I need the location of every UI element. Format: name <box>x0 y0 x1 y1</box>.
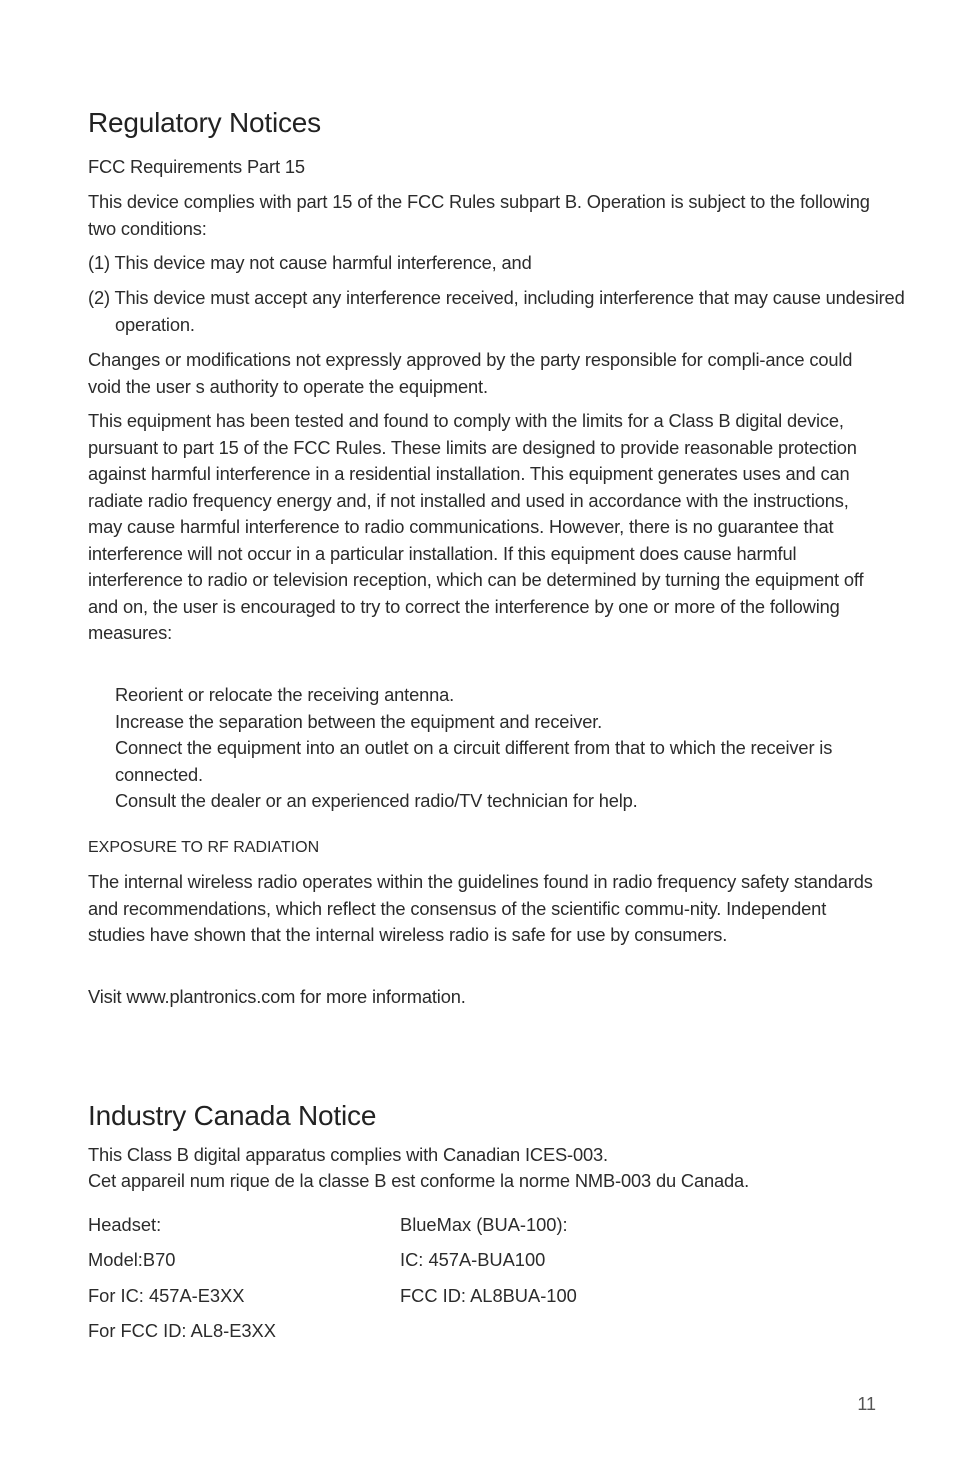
canada-english-line: This Class B digital apparatus complies with Canadian ICES-003. <box>88 1144 608 1165</box>
fcc-heading: FCC Requirements Part 15 <box>88 156 305 177</box>
condition-2: (2) This device must accept any interference received, including interference that may cause undesired operation. <box>88 287 905 335</box>
condition-1: (1) This device may not cause harmful interference, and <box>88 252 532 273</box>
rf-exposure-paragraph: The internal wireless radio operates within the guidelines found in radio frequency safety standards and recommendations, which reflect the consensus of the scientific commu-nity. Independent studies have shown that the internal wireless radio is safe for use by consumers. <box>88 871 873 945</box>
list-item: Consult the dealer or an experienced radio/TV technician for help. <box>115 790 638 811</box>
bluemax-fcc-id: FCC ID: AL8BUA-100 <box>400 1284 577 1306</box>
table-row <box>88 1247 878 1282</box>
bluemax-label: BlueMax (BUA-100): <box>400 1214 568 1235</box>
list-item: Reorient or relocate the receiving antenna. <box>115 684 455 705</box>
table-row <box>88 1212 878 1247</box>
page-title-regulatory-notices: Regulatory Notices <box>88 107 321 138</box>
changes-paragraph: Changes or modifications not expressly approved by the party responsible for compli-ance could void the user s authority to operate the equipment. <box>88 349 853 397</box>
headset-ic: For IC: 457A-E3XX <box>88 1284 245 1306</box>
canada-french-line: Cet appareil num rique de la classe B est conforme la norme NMB-003 du Canada. <box>88 1170 749 1191</box>
visit-website-text: Visit www.plantronics.com for more information. <box>88 986 466 1007</box>
list-item: Connect the equipment into an outlet on a circuit different from that to which the receiver is connected. <box>115 737 833 785</box>
headset-model: Model:B70 <box>88 1249 176 1271</box>
table-row <box>88 1283 878 1318</box>
tested-paragraph: This equipment has been tested and found to comply with the limits for a Class B digital device, pursuant to part 15 of the FCC Rules. These limits are designed to provide reasonable protection against harmful interference in a residential installation. This equipment generates uses and can radiate radio frequency energy and, if not installed and used in accordance with the instructions, may cause harmful interference to radio communications. However, there is no guarantee that interference will not occur in a particular installation. If this equipment does cause harmful interference to radio or television reception, which can be determined by turning the equipment off and on, the user is encouraged to try to correct the interference by one or more of the following measures: <box>88 410 864 643</box>
page-title-industry-canada-notice: Industry Canada Notice <box>88 1100 377 1131</box>
bluemax-ic: IC: 457A-BUA100 <box>400 1249 546 1271</box>
page-number: 11 <box>857 1394 876 1414</box>
rf-exposure-heading: EXPOSURE TO RF RADIATION <box>88 839 320 856</box>
table-row <box>88 1318 878 1353</box>
device-id-table <box>88 1212 878 1353</box>
fcc-intro-paragraph: This device complies with part 15 of the FCC Rules subpart B. Operation is subject to the following two conditions: <box>88 191 870 239</box>
measures-list <box>88 682 905 815</box>
headset-fcc-id: For FCC ID: AL8-E3XX <box>88 1319 276 1341</box>
headset-label: Headset: <box>88 1214 162 1235</box>
list-item: Increase the separation between the equipment and receiver. <box>115 710 603 732</box>
